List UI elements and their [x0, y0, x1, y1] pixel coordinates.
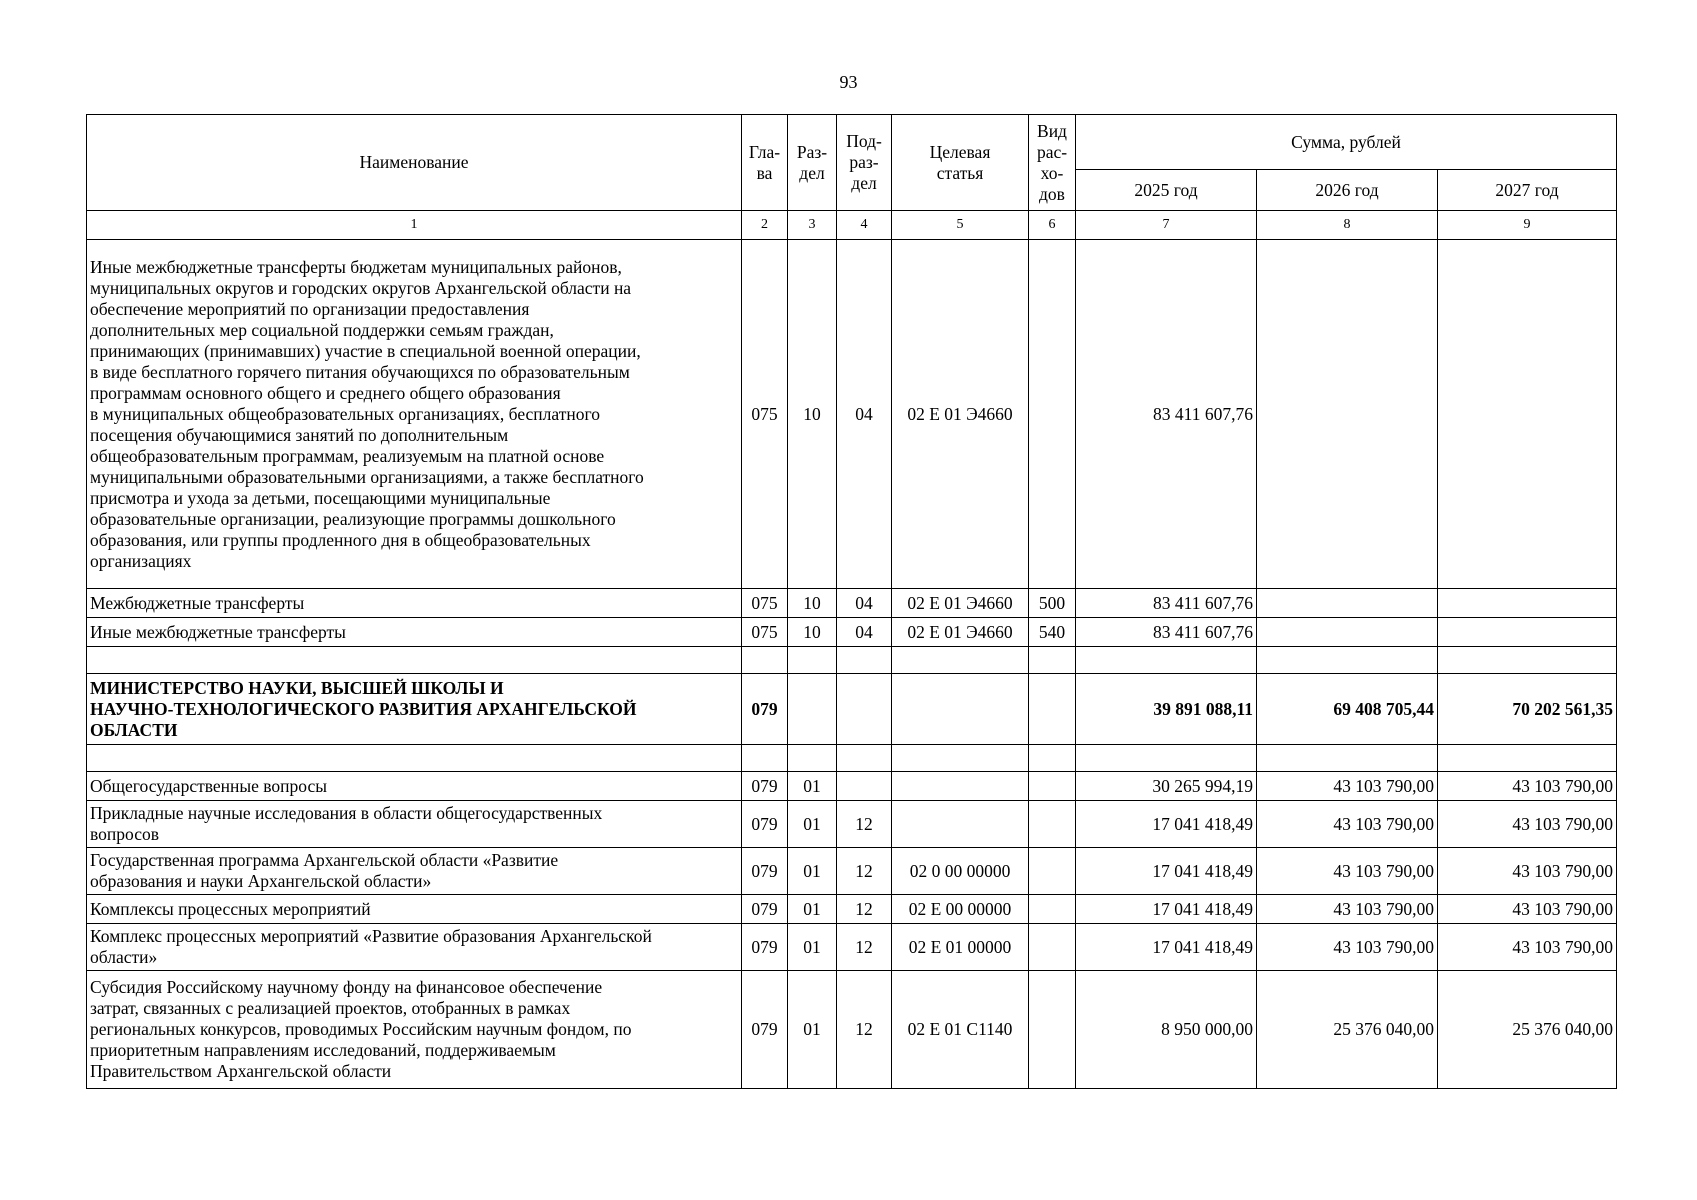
- row-glava: 079: [742, 674, 788, 745]
- row-vid: 540: [1029, 618, 1076, 647]
- row-name: [87, 674, 742, 745]
- row-name-text: Государственная программа Архангельской области «Развитие образования и науки Архангельской области»: [90, 850, 559, 891]
- row-glava: 079: [742, 772, 788, 801]
- row-name: [87, 240, 742, 589]
- row-name: [87, 801, 742, 848]
- row-podrazdel: [837, 772, 892, 801]
- row-razdel: 10: [788, 618, 837, 647]
- row-tselevaya: 02 Е 00 00000: [892, 895, 1029, 924]
- row-2027: [1438, 589, 1617, 618]
- row-podrazdel: 12: [837, 801, 892, 848]
- row-name: Общегосударственные вопросы: [87, 772, 742, 801]
- row-2026: 43 103 790,00: [1257, 772, 1438, 801]
- header-razdel-text: Раз- дел: [796, 141, 828, 183]
- row-vid: [1029, 801, 1076, 848]
- table-row: [87, 924, 1617, 971]
- row-2027: 43 103 790,00: [1438, 924, 1617, 971]
- table-body: [87, 240, 1617, 1089]
- column-number: 9: [1438, 211, 1617, 240]
- row-name-text: Субсидия Российскому научному фонду на финансовое обеспечение затрат, связанных с реализацией проектов, отобранных в рамках региональных конкурсов, проводимых Российским научным фондом, по приоритетным направлениям исследований, поддерживаемым Правительством Архангельской области: [90, 977, 632, 1081]
- row-podrazdel: 12: [837, 848, 892, 895]
- empty-cell: [892, 647, 1029, 674]
- row-2026: 69 408 705,44: [1257, 674, 1438, 745]
- row-name: Межбюджетные трансферты: [87, 589, 742, 618]
- row-2027: 70 202 561,35: [1438, 674, 1617, 745]
- empty-cell: [87, 647, 742, 674]
- row-tselevaya: 02 Е 01 Э4660: [892, 618, 1029, 647]
- header-2027: 2027 год: [1438, 170, 1617, 211]
- row-2025: 83 411 607,76: [1076, 589, 1257, 618]
- column-number: 8: [1257, 211, 1438, 240]
- row-name-text: Прикладные научные исследования в области общегосударственных вопросов: [90, 803, 603, 844]
- row-razdel: 01: [788, 971, 837, 1089]
- table-header: [87, 115, 1617, 240]
- table-row: [87, 971, 1617, 1089]
- row-vid: [1029, 674, 1076, 745]
- empty-cell: [1438, 647, 1617, 674]
- empty-cell: [1438, 745, 1617, 772]
- row-razdel: 01: [788, 801, 837, 848]
- row-name: Комплексы процессных мероприятий: [87, 895, 742, 924]
- row-podrazdel: 04: [837, 618, 892, 647]
- empty-cell: [892, 745, 1029, 772]
- budget-table: [86, 114, 1617, 1089]
- row-2027: [1438, 618, 1617, 647]
- row-podrazdel: [837, 674, 892, 745]
- row-2025: 17 041 418,49: [1076, 895, 1257, 924]
- row-2026: [1257, 618, 1438, 647]
- row-tselevaya: 02 Е 01 Э4660: [892, 589, 1029, 618]
- row-tselevaya: 02 Е 01 Э4660: [892, 240, 1029, 589]
- empty-cell: [87, 745, 742, 772]
- empty-cell: [788, 647, 837, 674]
- row-podrazdel: 12: [837, 895, 892, 924]
- row-name-text: МИНИСТЕРСТВО НАУКИ, ВЫСШЕЙ ШКОЛЫ И НАУЧНО-ТЕХНОЛОГИЧЕСКОГО РАЗВИТИЯ АРХАНГЕЛЬСКОЙ ОБЛАСТИ: [90, 677, 637, 740]
- table-row: [87, 772, 1617, 801]
- row-name: Иные межбюджетные трансферты: [87, 618, 742, 647]
- table-row: [87, 618, 1617, 647]
- header-2025: 2025 год: [1076, 170, 1257, 211]
- row-2026: [1257, 240, 1438, 589]
- row-2026: 43 103 790,00: [1257, 801, 1438, 848]
- header-vid-text: Вид рас- хо- дов: [1036, 120, 1068, 204]
- empty-cell: [1076, 647, 1257, 674]
- row-razdel: 01: [788, 895, 837, 924]
- header-glava: [742, 115, 788, 211]
- empty-cell: [1257, 647, 1438, 674]
- row-2025: 17 041 418,49: [1076, 801, 1257, 848]
- row-vid: 500: [1029, 589, 1076, 618]
- empty-cell: [837, 745, 892, 772]
- row-podrazdel: 12: [837, 924, 892, 971]
- empty-cell: [788, 745, 837, 772]
- header-razdel: [788, 115, 837, 211]
- row-tselevaya: 02 0 00 00000: [892, 848, 1029, 895]
- row-2026: 43 103 790,00: [1257, 848, 1438, 895]
- header-podrazdel: [837, 115, 892, 211]
- row-razdel: 01: [788, 848, 837, 895]
- row-2025: 17 041 418,49: [1076, 848, 1257, 895]
- row-razdel: 10: [788, 240, 837, 589]
- row-podrazdel: 04: [837, 589, 892, 618]
- row-vid: [1029, 971, 1076, 1089]
- row-razdel: 01: [788, 924, 837, 971]
- row-glava: 075: [742, 589, 788, 618]
- header-summa: Сумма, рублей: [1076, 115, 1617, 170]
- row-2025: 17 041 418,49: [1076, 924, 1257, 971]
- row-razdel: [788, 674, 837, 745]
- column-numbers-row: [87, 211, 1617, 240]
- column-number: 4: [837, 211, 892, 240]
- column-number: 7: [1076, 211, 1257, 240]
- header-glava-text: Гла- ва: [748, 141, 781, 183]
- table-row: [87, 240, 1617, 589]
- row-vid: [1029, 924, 1076, 971]
- row-2027: [1438, 240, 1617, 589]
- row-glava: 079: [742, 848, 788, 895]
- empty-cell: [1029, 647, 1076, 674]
- column-number: 1: [87, 211, 742, 240]
- table-row: [87, 589, 1617, 618]
- row-vid: [1029, 848, 1076, 895]
- row-glava: 075: [742, 240, 788, 589]
- header-tselevaya: [892, 115, 1029, 211]
- row-name-text: Комплекс процессных мероприятий «Развитие образования Архангельской области»: [90, 926, 652, 967]
- table-row: [87, 801, 1617, 848]
- row-2027: 43 103 790,00: [1438, 895, 1617, 924]
- row-name: [87, 848, 742, 895]
- ministry-row: [87, 674, 1617, 745]
- row-glava: 075: [742, 618, 788, 647]
- row-tselevaya: [892, 772, 1029, 801]
- row-2025: 39 891 088,11: [1076, 674, 1257, 745]
- row-vid: [1029, 895, 1076, 924]
- row-2025: 83 411 607,76: [1076, 240, 1257, 589]
- row-tselevaya: [892, 801, 1029, 848]
- empty-cell: [1076, 745, 1257, 772]
- page-number: 93: [839, 72, 858, 92]
- header-vid: [1029, 115, 1076, 211]
- row-glava: 079: [742, 924, 788, 971]
- row-2026: 25 376 040,00: [1257, 971, 1438, 1089]
- row-2025: 30 265 994,19: [1076, 772, 1257, 801]
- row-name: [87, 971, 742, 1089]
- row-vid: [1029, 772, 1076, 801]
- row-name-text: Иные межбюджетные трансферты бюджетам муниципальных районов, муниципальных округов и городских округов Архангельской области на обеспечение мероприятий по организации предоставления дополнительных мер социальной поддержки семьям граждан, принимающих (принимавших) участие в специальной военной операции, в виде бесплатного горячего питания обучающихся по образовательным программам основного общего и среднего общего образования в муниципальных общеобразовательных организациях, бесплатного посещения обучающимися занятий по дополнительным общеобразовательным программам, реализуемым на платной основе муниципальными образовательными организациями, а также бесплатного присмотра и ухода за детьми, посещающими муниципальные образовательные организации, реализующие программы дошкольного образования, или группы продленного дня в общеобразовательных организациях: [90, 256, 644, 571]
- row-glava: 079: [742, 895, 788, 924]
- row-2027: 43 103 790,00: [1438, 848, 1617, 895]
- empty-row: [87, 745, 1617, 772]
- row-2025: 83 411 607,76: [1076, 618, 1257, 647]
- row-vid: [1029, 240, 1076, 589]
- column-number: 5: [892, 211, 1029, 240]
- row-glava: 079: [742, 971, 788, 1089]
- row-tselevaya: [892, 674, 1029, 745]
- empty-cell: [742, 745, 788, 772]
- header-name: Наименование: [87, 115, 742, 211]
- row-razdel: 01: [788, 772, 837, 801]
- row-name: [87, 924, 742, 971]
- row-2027: 25 376 040,00: [1438, 971, 1617, 1089]
- table-row: [87, 895, 1617, 924]
- row-2026: 43 103 790,00: [1257, 924, 1438, 971]
- row-2026: [1257, 589, 1438, 618]
- empty-row: [87, 647, 1617, 674]
- empty-cell: [742, 647, 788, 674]
- row-podrazdel: 04: [837, 240, 892, 589]
- table-row: [87, 848, 1617, 895]
- empty-cell: [1257, 745, 1438, 772]
- empty-cell: [837, 647, 892, 674]
- row-2027: 43 103 790,00: [1438, 801, 1617, 848]
- row-2026: 43 103 790,00: [1257, 895, 1438, 924]
- header-2026: 2026 год: [1257, 170, 1438, 211]
- row-razdel: 10: [788, 589, 837, 618]
- header-podrazdel-text: Под- раз- дел: [846, 131, 882, 193]
- row-tselevaya: 02 Е 01 С1140: [892, 971, 1029, 1089]
- row-2025: 8 950 000,00: [1076, 971, 1257, 1089]
- row-2027: 43 103 790,00: [1438, 772, 1617, 801]
- header-tselevaya-text: Целевая статья: [929, 141, 991, 183]
- column-number: 6: [1029, 211, 1076, 240]
- column-number: 3: [788, 211, 837, 240]
- row-podrazdel: 12: [837, 971, 892, 1089]
- column-number: 2: [742, 211, 788, 240]
- row-glava: 079: [742, 801, 788, 848]
- empty-cell: [1029, 745, 1076, 772]
- row-tselevaya: 02 Е 01 00000: [892, 924, 1029, 971]
